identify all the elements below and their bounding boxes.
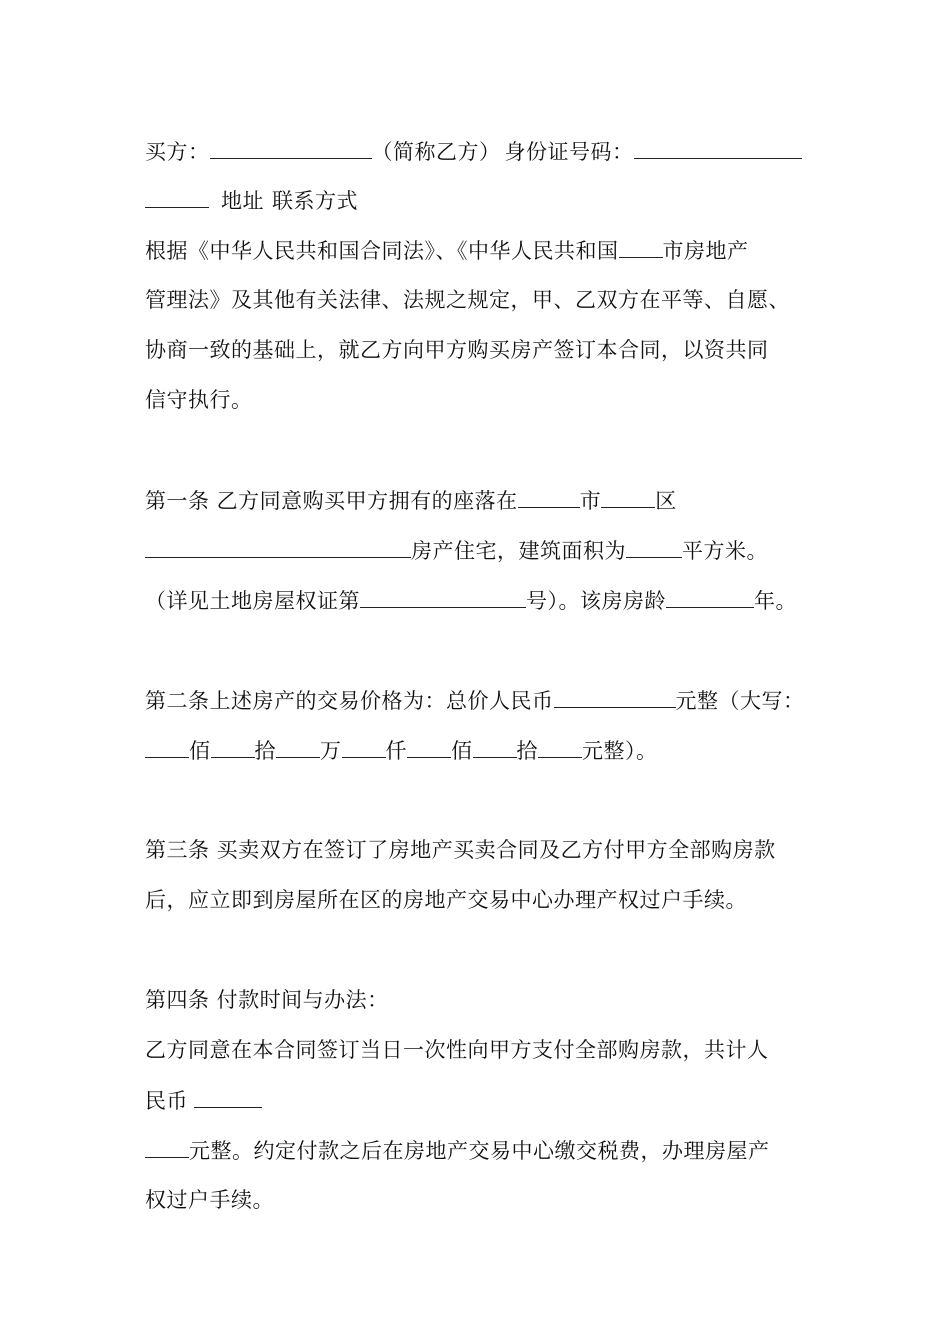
article-1-line-1 [145, 485, 677, 516]
area-blank [626, 535, 682, 558]
article-1-text: 房产住宅，建筑面积为 [411, 539, 626, 563]
article-1-line-2 [145, 535, 768, 566]
payment-blank-cont [145, 1135, 189, 1158]
amount-blank [145, 735, 189, 758]
amount-blank [342, 735, 386, 758]
preamble-line-4: 信守执行。 [145, 388, 253, 412]
article-4-text: 民币 [145, 1089, 188, 1113]
article-4-title: 第四条 付款时间与办法： [145, 988, 389, 1012]
article-2-line-2 [145, 735, 658, 766]
buyer-id-label: 身份证号码： [504, 140, 634, 164]
article-1-text: 区 [655, 489, 677, 513]
article-1-text: 市 [579, 489, 602, 513]
buyer-label: 买方： [145, 140, 210, 164]
article-1-line-3 [145, 585, 797, 616]
buyer-name-blank [210, 136, 372, 159]
article-3-line-1: 第三条 买卖双方在签订了房地产买卖合同及乙方付甲方全部购房款 [145, 838, 776, 862]
buyer-line-2 [145, 185, 358, 216]
article-3-line-2: 后，应立即到房屋所在区的房地产交易中心办理产权过户手续。 [145, 888, 747, 912]
buyer-contact-label: 联系方式 [272, 189, 358, 213]
house-age-blank [666, 585, 754, 608]
buyer-id-blank [634, 136, 802, 159]
amount-blank [407, 735, 451, 758]
article-4-line-1: 乙方同意在本合同签订当日一次性向甲方支付全部购房款，共计人 [145, 1038, 769, 1062]
district-blank [601, 485, 655, 508]
address-blank [145, 535, 411, 558]
preamble-text: 根据《中华人民共和国合同法》、《中华人民共和国 [145, 239, 619, 263]
buyer-id-blank-cont [145, 185, 209, 208]
article-4-line-4: 权过户手续。 [145, 1188, 274, 1212]
certificate-number-blank [360, 585, 526, 608]
article-2-line-1 [145, 685, 805, 716]
unit-text: 万 [320, 739, 342, 763]
article-1-text: 号）。该房房龄 [526, 589, 666, 613]
amount-blank [473, 735, 517, 758]
unit-text: 拾 [516, 739, 538, 763]
unit-text: 拾 [254, 739, 276, 763]
payment-blank [194, 1085, 262, 1108]
article-1-text: 平方米。 [682, 539, 768, 563]
amount-blank [276, 735, 320, 758]
preamble-text: 市房地产 [662, 239, 749, 263]
unit-text: 仟 [385, 739, 407, 763]
preamble-line-1 [145, 235, 749, 266]
buyer-address-label: 地址 [221, 189, 264, 213]
city-blank [518, 485, 580, 508]
article-1-text: 第一条 乙方同意购买甲方拥有的座落在 [145, 489, 518, 513]
amount-blank [211, 735, 255, 758]
price-blank [554, 685, 676, 708]
article-1-text: （详见土地房屋权证第 [145, 589, 360, 613]
article-1-text: 年。 [754, 589, 797, 613]
city-blank [619, 235, 663, 258]
buyer-line [145, 136, 802, 167]
unit-text: 佰 [189, 739, 211, 763]
unit-text: 佰 [451, 739, 473, 763]
preamble-line-2: 管理法》及其他有关法律、法规之规定，甲、乙双方在平等、自愿、 [145, 288, 790, 312]
article-4-line-3 [145, 1135, 770, 1166]
preamble-line-3: 协商一致的基础上，就乙方向甲方购买房产签订本合同，以资共同 [145, 338, 769, 362]
amount-blank [538, 735, 582, 758]
article-2-text: 元整（大写： [675, 689, 805, 713]
article-2-text: 第二条上述房产的交易价格为：总价人民币 [145, 689, 554, 713]
buyer-abbr: （简称乙方） [371, 140, 501, 164]
article-4-text: 元整。约定付款之后在房地产交易中心缴交税费，办理房屋产 [189, 1139, 770, 1163]
unit-text: 元整）。 [582, 739, 658, 763]
article-4-line-2 [145, 1085, 262, 1116]
